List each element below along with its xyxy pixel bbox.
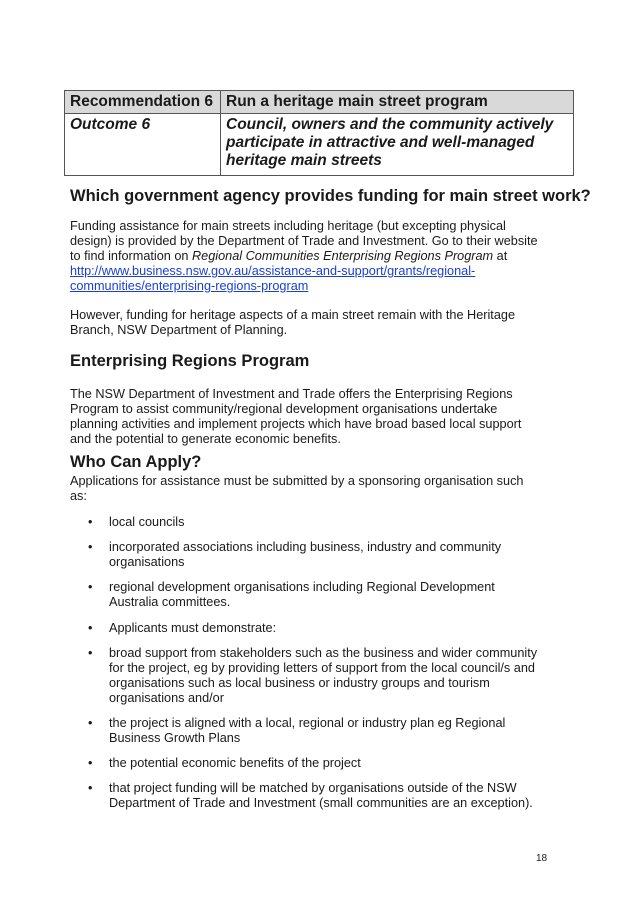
outcome-text — [221, 114, 574, 176]
paragraph-line: as: — [70, 489, 87, 503]
bullet-text — [109, 540, 501, 570]
bullet-text-line: Business Growth Plans — [109, 731, 241, 745]
bullet-text-line: for the project, eg by providing letters of support from the local council/s and — [109, 661, 535, 675]
link-text: communities/enterprising-regions-program — [70, 279, 309, 293]
bullet-text-line: organisations — [109, 555, 185, 569]
enterprising-regions-heading: Enterprising Regions Program — [70, 352, 310, 370]
paragraph-line: The NSW Department of Investment and Trade offers the Enterprising Regions — [70, 387, 513, 401]
bullet-text-line: organisations such as local business or industry groups and tourism — [109, 676, 490, 690]
paragraph-line — [70, 249, 570, 264]
page-number: 18 — [536, 853, 548, 864]
recommendation-row — [65, 91, 574, 114]
bullet-text-line: regional development organisations including Regional Development — [109, 580, 495, 594]
outcome-row — [65, 114, 574, 176]
bullet-icon: • — [88, 621, 93, 635]
bullet-icon: • — [88, 716, 93, 730]
paragraph-line: Program to assist community/regional development organisations undertake — [70, 402, 498, 416]
bullet-text-line: the potential economic benefits of the project — [109, 756, 361, 770]
program-link-continued[interactable] — [70, 279, 570, 294]
paragraph-line: planning activities and implement projects which have broad based local support — [70, 417, 522, 431]
program-link[interactable] — [70, 264, 570, 279]
bullet-icon: • — [88, 580, 93, 594]
bullet-text — [109, 756, 361, 771]
bullet-icon: • — [88, 515, 93, 529]
who-can-apply-intro — [70, 474, 570, 504]
bullet-text-line: Department of Trade and Investment (small communities are an exception). — [109, 796, 533, 810]
bullet-icon: • — [88, 540, 93, 554]
outcome-text-line: heritage main streets — [226, 152, 382, 169]
paragraph-line: design) is provided by the Department of Trade and Investment. Go to their website — [70, 234, 538, 248]
recommendation-label: Recommendation 6 — [65, 91, 221, 114]
bullet-icon: • — [88, 781, 93, 795]
link-text: http://www.business.nsw.gov.au/assistance-and-support/grants/regional- — [70, 264, 476, 278]
recommendation-table — [64, 90, 574, 176]
paragraph-text: at — [493, 249, 508, 263]
bullet-text — [109, 716, 505, 746]
who-can-apply-heading: Who Can Apply? — [70, 453, 202, 471]
paragraph-line: Funding assistance for main streets including heritage (but excepting physical — [70, 219, 506, 233]
bullet-text — [109, 621, 276, 636]
bullet-text-line: the project is aligned with a local, regional or industry plan eg Regional — [109, 716, 506, 730]
bullet-text — [109, 515, 184, 530]
outcome-text-line: Council, owners and the community actively — [226, 116, 554, 133]
bullet-text-line: Applicants must demonstrate: — [109, 621, 277, 635]
recommendation-text: Run a heritage main street program — [221, 91, 574, 114]
bullet-text — [109, 781, 533, 811]
enterprising-regions-paragraph — [70, 387, 570, 447]
bullet-text-line: incorporated associations including business, industry and community — [109, 540, 502, 554]
paragraph-line: Branch, NSW Department of Planning. — [70, 323, 288, 337]
funding-agency-heading: Which government agency provides funding for main street work? — [70, 187, 591, 205]
paragraph-line: and the potential to generate economic benefits. — [70, 432, 341, 446]
bullet-icon: • — [88, 646, 93, 660]
bullet-text-line: that project funding will be matched by organisations outside of the NSW — [109, 781, 517, 795]
bullet-text-line: broad support from stakeholders such as the business and wider community — [109, 646, 538, 660]
funding-paragraph — [70, 219, 570, 294]
outcome-label: Outcome 6 — [65, 114, 221, 176]
paragraph-line: However, funding for heritage aspects of a main street remain with the Heritage — [70, 308, 515, 322]
bullet-text-line: local councils — [109, 515, 185, 529]
bullet-icon: • — [88, 756, 93, 770]
bullet-text-line: organisations and/or — [109, 691, 224, 705]
bullet-text — [109, 580, 495, 610]
outcome-text-line: participate in attractive and well-managed — [226, 134, 535, 151]
bullet-text — [109, 646, 537, 706]
heritage-funding-paragraph — [70, 308, 570, 338]
paragraph-text: to find information on — [70, 249, 193, 263]
program-name-italic: Regional Communities Enterprising Regions Program — [192, 249, 494, 263]
bullet-text-line: Australia committees. — [109, 595, 231, 609]
paragraph-line: Applications for assistance must be submitted by a sponsoring organisation such — [70, 474, 524, 488]
